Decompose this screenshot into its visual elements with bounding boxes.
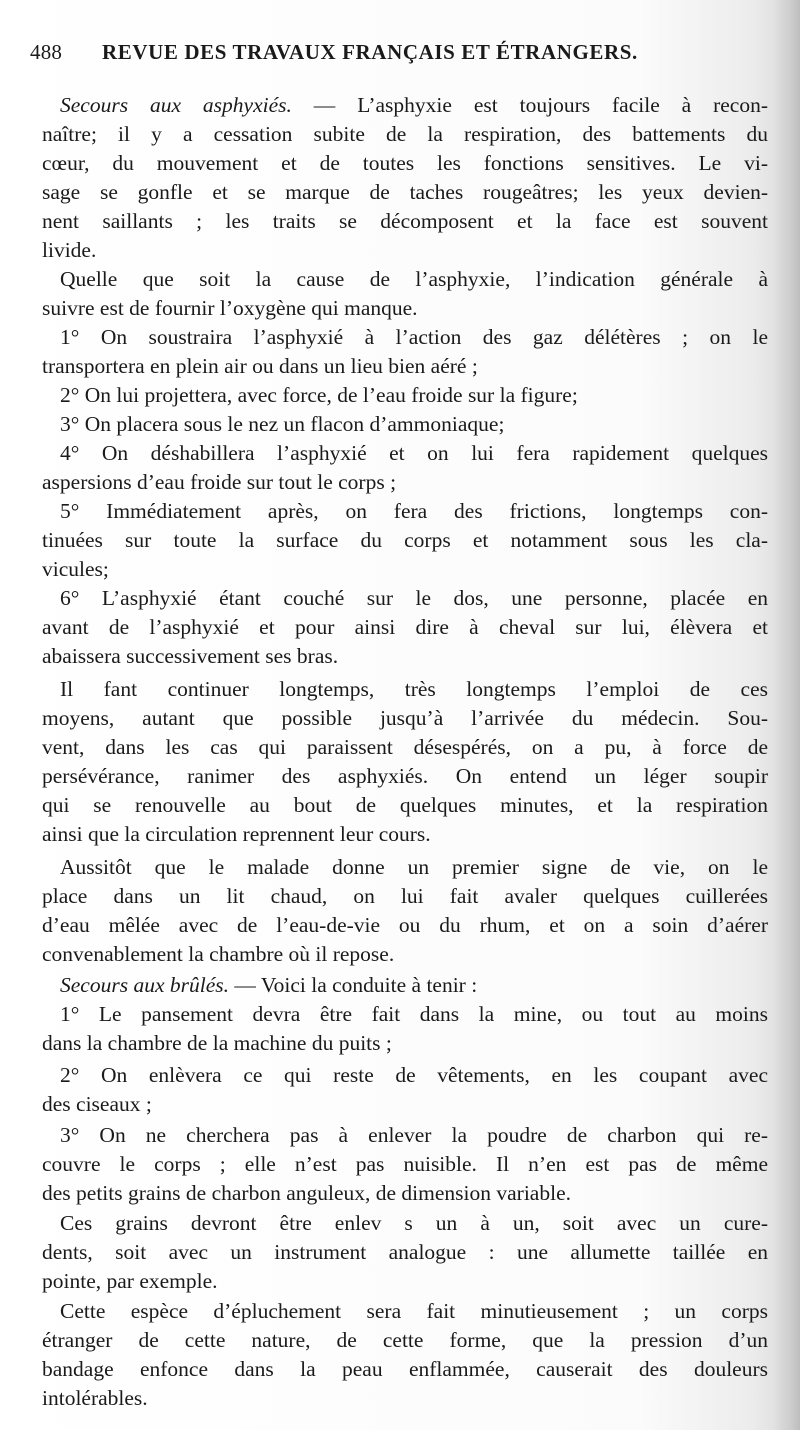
text-line: ainsi que la circulation reprennent leur cours. [42, 822, 431, 846]
text-line: place dans un lit chaud, on lui fait avaler quelques cuillerées [42, 884, 768, 908]
text-line: 1° On soustraira l’asphyxié à l’action des gaz délétères ; on le [60, 325, 768, 349]
text-line: étranger de cette nature, de cette forme, que la pression d’un [42, 1328, 768, 1352]
text-line: d’eau mêlée avec de l’eau-de-vie ou du rhum, et on a soin d’aérer [42, 913, 768, 937]
page-binding-shadow [774, 0, 800, 1430]
text-line: 5° Immédiatement après, on fera des frictions, longtemps con- [60, 499, 768, 523]
text-line: bandage enfonce dans la peau enflammée, causerait des douleurs [42, 1357, 768, 1381]
text-line: Aussitôt que le malade donne un premier signe de vie, on le [60, 855, 768, 879]
section-heading: Secours aux brûlés. [60, 973, 229, 997]
text-line: 2° On enlèvera ce qui reste de vêtements, en les coupant avec [60, 1063, 768, 1087]
text-line: Cette espèce d’épluchement sera fait minutieusement ; un corps [60, 1299, 768, 1323]
text-line: Ces grains devront être enlev s un à un, soit avec un cure- [60, 1211, 768, 1235]
text-line: des petits grains de charbon anguleux, de dimension variable. [42, 1181, 571, 1205]
text-line: aspersions d’eau froide sur tout le corps ; [42, 470, 397, 494]
text-line: transportera en plein air ou dans un lieu bien aéré ; [42, 354, 478, 378]
text-line: intolérables. [42, 1386, 148, 1410]
text-line: nent saillants ; les traits se décomposent et la face est souvent [42, 209, 768, 233]
text-line: vicules; [42, 557, 109, 581]
text-line: 6° L’asphyxié étant couché sur le dos, une personne, placée en [60, 586, 768, 610]
text-line: avant de l’asphyxié et pour ainsi dire à cheval sur lui, élèvera et [42, 615, 768, 639]
text-line: naître; il y a cessation subite de la respiration, des battements du [42, 122, 768, 146]
text-line: qui se renouvelle au bout de quelques minutes, et la respiration [42, 793, 768, 817]
running-title: REVUE DES TRAVAUX FRANÇAIS ET ÉTRANGERS. [102, 40, 638, 64]
running-header [30, 40, 750, 76]
text-line: dents, soit avec un instrument analogue : une allumette taillée en [42, 1240, 768, 1264]
text-line: des ciseaux ; [42, 1092, 152, 1116]
text-line: moyens, autant que possible jusqu’à l’arrivée du médecin. Sou- [42, 706, 768, 730]
text-line: 3° On ne cherchera pas à enlever la poudre de charbon qui re- [60, 1123, 768, 1147]
text-line: convenablement la chambre où il repose. [42, 942, 395, 966]
text-line: Secours aux asphyxiés. — L’asphyxie est toujours facile à recon- [60, 93, 768, 117]
text-line: Il fant continuer longtemps, très longtemps l’emploi de ces [60, 677, 768, 701]
text-line: livide. [42, 238, 97, 262]
text-line: 1° Le pansement devra être fait dans la mine, ou tout au moins [60, 1002, 768, 1026]
text-line: couvre le corps ; elle n’est pas nuisible. Il n’en est pas de même [42, 1152, 768, 1176]
text-line: pointe, par exemple. [42, 1269, 218, 1293]
text-line: persévérance, ranimer des asphyxiés. On entend un léger soupir [42, 764, 768, 788]
text-line: vent, dans les cas qui paraissent désespérés, on a pu, à force de [42, 735, 768, 759]
text-line: abaissera successivement ses bras. [42, 644, 339, 668]
text-line: tinuées sur toute la surface du corps et notamment sous les cla- [42, 528, 768, 552]
text-line: Quelle que soit la cause de l’asphyxie, l’indication générale à [60, 267, 768, 291]
section-heading: Secours aux asphyxiés. [60, 93, 292, 117]
text-line: cœur, du mouvement et de toutes les fonctions sensitives. Le vi- [42, 151, 768, 175]
text-line: Secours aux brûlés. — Voici la conduite à tenir : [60, 973, 478, 997]
text-line: sage se gonfle et se marque de taches rougeâtres; les yeux devien- [42, 180, 768, 204]
text-line: 4° On déshabillera l’asphyxié et on lui fera rapidement quelques [60, 441, 768, 465]
text-line: dans la chambre de la machine du puits ; [42, 1031, 392, 1055]
page-number: 488 [30, 40, 63, 64]
text-line: 2° On lui projettera, avec force, de l’eau froide sur la figure; [60, 383, 578, 407]
text-line: suivre est de fournir l’oxygène qui manque. [42, 296, 418, 320]
text-line: 3° On placera sous le nez un flacon d’ammoniaque; [60, 412, 505, 436]
